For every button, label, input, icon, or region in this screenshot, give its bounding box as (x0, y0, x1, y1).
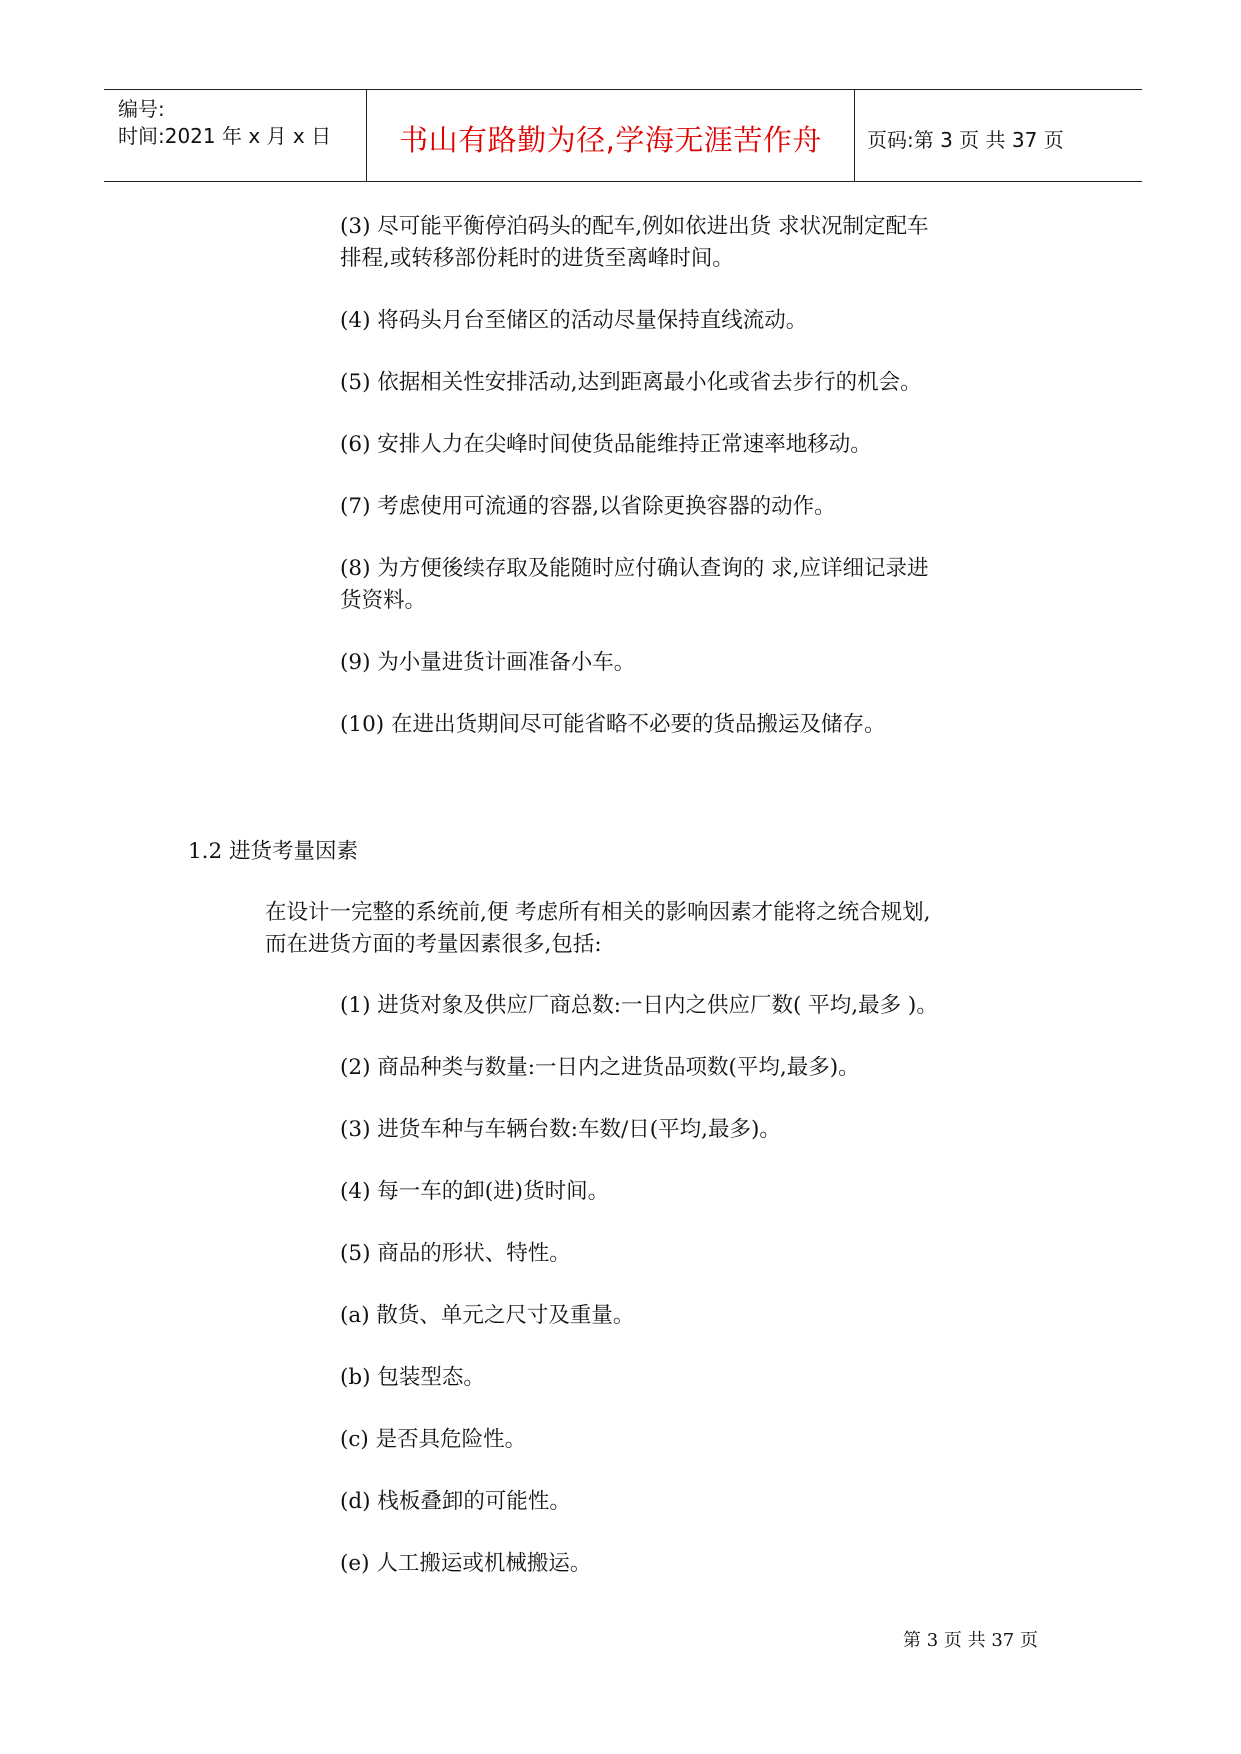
list-item: (4) 将码头月台至储区的活动尽量保持直线流动。 (340, 308, 808, 333)
list-item: (1) 进货对象及供应厂商总数:一日内之供应厂数( 平均,最多 )。 (340, 993, 938, 1018)
header-page-cell (855, 90, 1142, 181)
intro-paragraph-line: 而在进货方面的考量因素很多,包括: (265, 932, 602, 957)
list-item: (2) 商品种类与数量:一日内之进货品项数(平均,最多)。 (340, 1055, 860, 1080)
list-item: (b) 包装型态。 (340, 1365, 485, 1390)
page-header (104, 89, 1142, 182)
document-number-label: 编号: (118, 97, 165, 121)
list-item: (10) 在进出货期间尽可能省略不必要的货品搬运及储存。 (340, 712, 886, 737)
list-item: (6) 安排人力在尖峰时间使货品能维持正常速率地移动。 (340, 432, 872, 457)
list-item: (4) 每一车的卸(进)货时间。 (340, 1179, 610, 1204)
section-heading: 1.2 进货考量因素 (188, 839, 359, 864)
document-time-label: 时间:2021 年 x 月 x 日 (118, 124, 332, 148)
header-info-cell (104, 90, 367, 181)
list-item: (5) 商品的形状、特性。 (340, 1241, 571, 1266)
list-item-continuation: 排程,或转移部份耗时的进货至离峰时间。 (340, 246, 734, 271)
list-item-continuation: 货资料。 (340, 588, 427, 613)
list-item: (c) 是否具危险性。 (340, 1427, 527, 1452)
header-motto: 书山有路勤为径,学海无涯苦作舟 (399, 123, 822, 157)
list-item: (7) 考虑使用可流通的容器,以省除更换容器的动作。 (340, 494, 836, 519)
list-item: (3) 尽可能平衡停泊码头的配车,例如依进出货 求状况制定配车 (340, 214, 929, 239)
list-item: (d) 栈板叠卸的可能性。 (340, 1489, 571, 1514)
header-page-number: 页码:第 3 页 共 37 页 (867, 128, 1064, 152)
list-item: (3) 进货车种与车辆台数:车数/日(平均,最多)。 (340, 1117, 781, 1142)
page-footer: 第 3 页 共 37 页 (903, 1630, 1038, 1651)
header-motto-cell (367, 90, 855, 181)
list-item: (5) 依据相关性安排活动,达到距离最小化或省去步行的机会。 (340, 370, 922, 395)
list-item: (e) 人工搬运或机械搬运。 (340, 1551, 592, 1576)
intro-paragraph-line: 在设计一完整的系统前,便 考虑所有相关的影响因素才能将之统合规划, (265, 900, 931, 925)
list-item: (a) 散货、单元之尺寸及重量。 (340, 1303, 635, 1328)
list-item: (8) 为方便後续存取及能随时应付确认查询的 求,应详细记录进 (340, 556, 929, 581)
list-item: (9) 为小量进货计画准备小车。 (340, 650, 636, 675)
